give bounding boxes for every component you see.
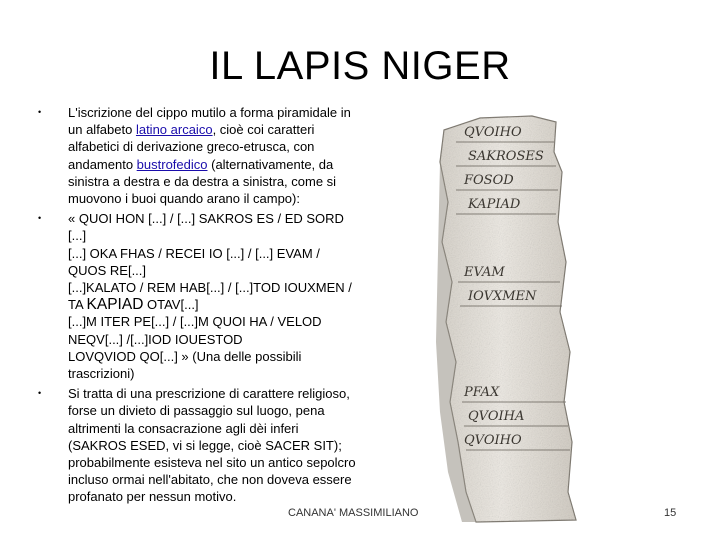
slide-title: IL LAPIS NIGER bbox=[209, 44, 511, 88]
inscription-line bbox=[68, 210, 358, 244]
stone-inscription-row: KAPIAD bbox=[468, 197, 521, 212]
bullet-marker: • bbox=[38, 213, 42, 224]
bullet-text: Si tratta di una prescrizione di carattere religioso, forse un divieto di passaggio sul luogo, pena altrimenti la consacrazione agli dèi inferi (SAKROS ESED, vi si legge, cioè SACER SIT); probabilmente esisteva nel sito un antico sepolcro incluso ormai nell'abitato, che non doveva essere profanato per nessun motivo. bbox=[68, 386, 356, 505]
page-number: 15 bbox=[664, 507, 677, 519]
bullet-text: « QUOI HON [...] / [...] SAKROS ES / ED SORD [...] bbox=[68, 211, 344, 244]
hyperlink[interactable]: bustrofedico bbox=[136, 156, 208, 172]
bullet-text: , cioè coi caratteri alfabetici di derivazione greco-etrusca, con andamento bbox=[68, 122, 315, 172]
emphasized-text: KAPIAD bbox=[86, 296, 144, 314]
bullet-list bbox=[38, 104, 358, 506]
bullet-item bbox=[38, 210, 358, 382]
bullet-text: L'iscrizione del cippo mutilo a forma piramidale in un alfabeto bbox=[68, 105, 351, 138]
stone-inscription-row: IOVXMEN bbox=[468, 289, 537, 304]
bullet-text: [...] OKA FHAS / RECEI IO [...] / [...] EVAM / QUOS RE[...] bbox=[68, 245, 320, 278]
hyperlink[interactable]: latino arcaico bbox=[135, 122, 213, 138]
stone-inscription-row: FOSOD bbox=[464, 173, 514, 188]
footer-author: CANANA' MASSIMILIANO bbox=[288, 507, 419, 519]
bullet-item bbox=[38, 104, 358, 207]
stone-inscription-row: QVOIHA bbox=[468, 409, 525, 424]
stone-inscription-row: QVOIHO bbox=[464, 125, 522, 140]
inscription-line bbox=[68, 348, 358, 382]
inscription-line bbox=[68, 279, 358, 313]
inscription-line bbox=[68, 313, 358, 347]
inscription-line bbox=[68, 245, 358, 279]
bullet-text: [...]M ITER PE[...] / [...]M QUOI HA / VELOD NEQV[...] /[...]IOD IOUESTOD bbox=[68, 314, 322, 347]
bullet-marker: • bbox=[38, 388, 42, 399]
stone-inscription-row: SAKROSES bbox=[468, 149, 544, 164]
bullet-text: [...]KALATO / REM HAB[...] / [...]TOD IOUXMEN / TA bbox=[68, 280, 352, 313]
stone-inscription-row: EVAM bbox=[464, 265, 505, 280]
bullet-marker: • bbox=[38, 107, 42, 117]
stone-inscription-row: QVOIHO bbox=[464, 433, 522, 448]
stone-inscription-row: PFAX bbox=[464, 385, 500, 400]
lapis-niger-cippus-image bbox=[436, 112, 588, 524]
bullet-text: (alternativamente, da sinistra a destra e da destra a sinistra, come si muovono i buoi quando arano il campo): bbox=[68, 156, 337, 207]
bullet-text: OTAV[...] bbox=[143, 297, 199, 313]
bullet-item bbox=[38, 385, 358, 505]
bullet-text: LOVQVIOD QO[...] » (Una delle possibili trascrizioni) bbox=[68, 348, 302, 382]
